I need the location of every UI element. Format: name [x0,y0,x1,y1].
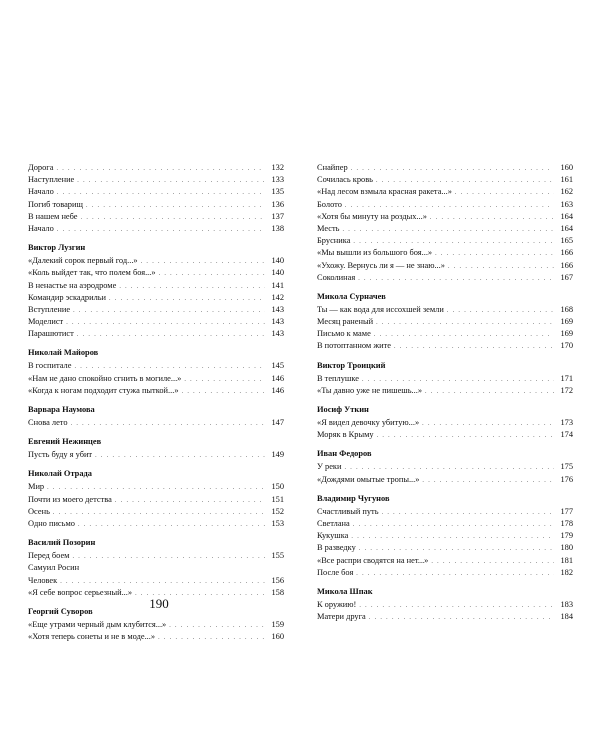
dot-leader [53,507,265,518]
entry-page: 161 [560,175,573,185]
entry-page: 170 [560,341,573,351]
dot-leader [47,482,265,493]
toc-entry-no-leader[interactable] [28,562,284,574]
dot-leader [81,212,265,223]
toc-right-column [317,162,573,623]
entry-page: 156 [271,575,284,585]
entry-page: 136 [271,199,284,209]
entry-page: 163 [560,199,573,209]
entry-title: Начало [28,223,54,233]
entry-title: Счастливый путь [317,506,379,516]
toc-entry[interactable] [317,373,573,385]
toc-entry[interactable] [28,575,284,587]
dot-leader [356,568,554,579]
toc-entry[interactable] [317,223,573,235]
toc-entry[interactable] [317,555,573,567]
toc-section [28,468,284,530]
author-heading: Евгений Нежинцев [28,437,102,447]
entry-title: Дорога [28,163,54,172]
page-number: 190 [149,596,169,611]
entry-page: 173 [560,418,573,427]
dot-leader [362,374,554,385]
entry-page: 184 [560,612,573,622]
entry-title: Моделист [28,317,64,327]
dot-leader [376,317,554,328]
entry-page: 155 [271,551,284,561]
author-heading: Варвара Наумова [28,405,95,414]
entry-title: Одно письмо [28,518,75,528]
toc-entry[interactable] [28,373,284,385]
entry-title: В ненастье на аэродроме [28,280,117,290]
dot-leader [422,475,554,486]
dot-leader [169,620,265,631]
entry-title: Сочилась кровь [317,175,373,185]
toc-entry[interactable] [317,260,573,272]
toc-entry[interactable] [317,518,573,530]
entry-page: 171 [560,373,573,383]
toc-entry[interactable] [317,328,573,340]
entry-title: Снайпер [317,163,348,172]
entry-title: «Нам не дано спокойно сгнить в могиле...» [28,373,182,383]
entry-page: 180 [560,543,573,553]
toc-entry[interactable] [28,631,284,643]
entry-page: 132 [271,163,284,172]
entry-title: Матери друга [317,612,366,622]
dot-leader [382,507,554,518]
toc-entry[interactable] [317,385,573,397]
entry-title: Осень [28,506,50,516]
entry-page: 183 [560,599,573,609]
toc-entry[interactable] [28,162,284,174]
author-heading: Василий Позорин [28,538,96,548]
toc-entry[interactable] [28,174,284,186]
author-heading: Микола Шпак [317,586,373,596]
entry-title: В разведку [317,543,356,553]
entry-page: 145 [271,361,284,371]
toc-entry[interactable] [28,211,284,223]
dot-leader [74,361,265,372]
entry-title: В нашем небе [28,211,78,221]
entry-title: «Над лесом взмыла красная ракета...» [317,187,452,197]
entry-page: 176 [560,474,573,484]
toc-entry[interactable] [317,199,573,211]
dot-leader [374,329,554,340]
toc-entry[interactable] [28,316,284,328]
toc-entry[interactable] [317,340,573,352]
entry-page: 147 [271,418,284,427]
entry-title: «Все распри сводятся на нет...» [317,555,429,565]
entry-page: 138 [271,223,284,233]
entry-page: 169 [560,317,573,327]
dot-leader [119,281,265,292]
entry-title: «Дождями омытые тропы...» [317,474,420,484]
toc-entry[interactable] [317,186,573,198]
dot-leader [78,519,265,530]
dot-leader [447,305,554,316]
dot-leader [344,462,554,473]
toc-entry[interactable] [317,417,573,429]
entry-title: Кукушка [317,531,349,541]
dot-leader [158,632,265,643]
toc-entry[interactable] [28,506,284,518]
toc-entry[interactable] [317,316,573,328]
dot-leader [369,612,554,623]
dot-leader [376,175,554,186]
entry-page: 172 [560,385,573,395]
toc-section [28,537,284,599]
dot-leader [359,600,554,611]
toc-entry[interactable] [28,385,284,397]
dot-leader [184,374,265,385]
entry-page: 153 [271,518,284,528]
dot-leader [351,163,554,174]
toc-section [28,162,284,235]
entry-title: «Ты давно уже не пишешь...» [317,385,423,395]
entry-title: «Далекий сорок первый год...» [28,256,138,266]
entry-page: 167 [560,272,573,282]
toc-section [28,242,284,340]
author-heading: Микола Сурначев [317,291,386,301]
toc-entry[interactable] [317,174,573,186]
toc-section [317,448,573,485]
entry-page: 166 [560,260,573,270]
entry-title: Ты — как вода для иссохшей земли [317,304,444,314]
entry-title: Начало [28,187,54,197]
entry-title: «Еще утрами черный дым клубится...» [28,619,167,629]
dot-leader [455,187,554,198]
toc-entry[interactable] [28,518,284,530]
entry-title: Человек [28,575,58,585]
entry-page: 146 [271,373,284,383]
entry-title: «Я видел девочку убитую...» [317,418,420,427]
toc-entry[interactable] [28,417,284,429]
dot-leader [394,341,554,352]
entry-title: «Ухожу. Вернусь ли я — не знаю...» [317,260,445,270]
entry-title: Снова лето [28,418,68,427]
toc-entry[interactable] [317,304,573,316]
entry-title: Перед боем [28,551,70,561]
entry-title: Мир [28,482,45,492]
toc-section [317,162,573,284]
toc-entry[interactable] [28,267,284,279]
dot-leader [77,329,265,340]
dot-leader [86,200,265,211]
toc-section [317,291,573,353]
entry-page: 143 [271,304,284,314]
author-heading: Николай Отрада [28,469,92,479]
toc-entry[interactable] [28,494,284,506]
entry-page: 182 [560,567,573,577]
dot-leader [56,163,265,174]
toc-section [28,347,284,397]
dot-leader [422,418,554,429]
dot-leader [359,543,554,554]
dot-leader [60,576,265,587]
entry-page: 152 [271,506,284,516]
dot-leader [435,248,554,259]
toc-entry[interactable] [28,619,284,631]
author-heading: Иосиф Уткин [317,405,369,414]
toc-entry[interactable] [28,255,284,267]
toc-entry[interactable] [317,461,573,473]
toc-entry[interactable] [28,360,284,372]
toc-entry[interactable] [317,211,573,223]
author-heading: Владимир Чугунов [317,493,390,503]
toc-section [317,404,573,441]
entry-title: «Коль выйдет так, что полем боя...» [28,268,156,278]
dot-leader [115,495,265,506]
author-heading: Виктор Лузгин [28,243,86,253]
author-heading: Георгий Суворов [28,606,93,616]
dot-leader [95,450,265,461]
toc-entry[interactable] [317,542,573,554]
toc-entry[interactable] [317,599,573,611]
dot-leader [73,305,265,316]
entry-title: Самуил Росин [28,563,80,573]
entry-page: 164 [560,211,573,221]
entry-page: 150 [271,482,284,492]
entry-title: К оружию! [317,599,357,609]
entry-page: 140 [271,268,284,278]
entry-page: 179 [560,531,573,541]
entry-page: 178 [560,518,573,528]
toc-entry[interactable] [28,449,284,461]
entry-title: В госпитале [28,361,72,371]
entry-page: 177 [560,506,573,516]
entry-title: Пусть буду я убит [28,450,93,460]
dot-leader [109,293,265,304]
toc-entry[interactable] [317,506,573,518]
entry-title: Парашютист [28,329,74,339]
entry-page: 168 [560,304,573,314]
dot-leader [377,430,554,441]
toc-entry[interactable] [317,162,573,174]
entry-page: 142 [271,292,284,302]
entry-title: Командир эскадрильи [28,292,107,302]
toc-section [317,360,573,397]
entry-page: 162 [560,187,573,197]
dot-leader [57,224,265,235]
toc-section [317,586,573,623]
author-heading: Иван Федоров [317,449,372,459]
toc-left-column [28,162,284,643]
toc-entry[interactable] [28,280,284,292]
entry-title: «Мы вышли из большого боя...» [317,248,433,258]
toc-entry[interactable] [28,304,284,316]
dot-leader [430,212,554,223]
entry-page: 133 [271,175,284,185]
entry-page: 160 [271,632,284,642]
entry-page: 146 [271,385,284,395]
dot-leader [351,531,554,542]
toc-entry[interactable] [317,247,573,259]
entry-title: Моряк в Крыму [317,430,374,440]
dot-leader [448,261,554,272]
entry-title: «Хотя теперь сонеты и не в моде...» [28,632,156,642]
entry-title: Месть [317,223,340,233]
dot-leader [57,187,265,198]
toc-section [28,436,284,461]
toc-entry[interactable] [28,292,284,304]
dot-leader [358,273,554,284]
entry-title: Письмо к маме [317,329,371,339]
entry-title: Светлана [317,518,350,528]
entry-page: 159 [271,619,284,629]
dot-leader [66,317,265,328]
dot-leader [72,551,265,562]
dot-leader [182,386,265,397]
toc-section [28,404,284,429]
dot-leader [431,556,554,567]
entry-title: Соколиная [317,272,356,282]
dot-leader [77,175,265,186]
entry-page: 165 [560,236,573,246]
entry-page: 141 [271,280,284,290]
entry-page: 137 [271,211,284,221]
entry-title: Болото [317,199,342,209]
entry-title: После боя [317,567,354,577]
toc-entry[interactable] [317,429,573,441]
entry-page: 160 [560,163,573,172]
entry-page: 158 [271,587,284,597]
entry-page: 175 [560,462,573,472]
dot-leader [159,268,265,279]
entry-page: 164 [560,223,573,233]
dot-leader [353,236,554,247]
entry-page: 169 [560,329,573,339]
entry-title: У реки [317,462,342,472]
toc-entry[interactable] [28,481,284,493]
toc-entry[interactable] [317,474,573,486]
toc-entry[interactable] [28,199,284,211]
entry-page: 135 [271,187,284,197]
entry-page: 151 [271,494,284,504]
toc-entry[interactable] [317,567,573,579]
entry-title: Почти из моего детства [28,494,112,504]
toc-entry[interactable] [317,272,573,284]
entry-title: Месяц раненый [317,317,374,327]
entry-title: Наступление [28,175,75,185]
entry-title: В теплушке [317,373,359,383]
toc-entry[interactable] [317,530,573,542]
dot-leader [141,256,265,267]
entry-page: 181 [560,555,573,565]
author-heading: Николай Майоров [28,348,99,358]
entry-title: «Хотя бы минуту на роздых...» [317,211,427,221]
entry-title: «Когда к ногам подходит стужа пыткой...» [28,385,179,395]
entry-page: 149 [271,450,284,460]
toc-section [317,493,573,579]
toc-entry[interactable] [317,611,573,623]
entry-title: В потоптанном жите [317,341,391,351]
entry-page: 140 [271,256,284,266]
dot-leader [345,200,554,211]
toc-entry[interactable] [28,328,284,340]
entry-title: Вступление [28,304,71,314]
entry-title: Брусника [317,236,351,246]
dot-leader [353,519,554,530]
toc-entry[interactable] [28,550,284,562]
entry-page: 166 [560,248,573,258]
toc-entry[interactable] [28,223,284,235]
entry-page: 143 [271,317,284,327]
toc-entry[interactable] [28,186,284,198]
toc-entry[interactable] [317,235,573,247]
dot-leader [71,418,265,429]
dot-leader [342,224,554,235]
dot-leader [425,386,554,397]
entry-title: «Я себе вопрос серьезный...» [28,587,133,597]
author-heading: Виктор Троицкий [317,360,386,370]
entry-page: 174 [560,430,573,440]
entry-page: 143 [271,329,284,339]
entry-title: Погиб товарищ [28,199,83,209]
